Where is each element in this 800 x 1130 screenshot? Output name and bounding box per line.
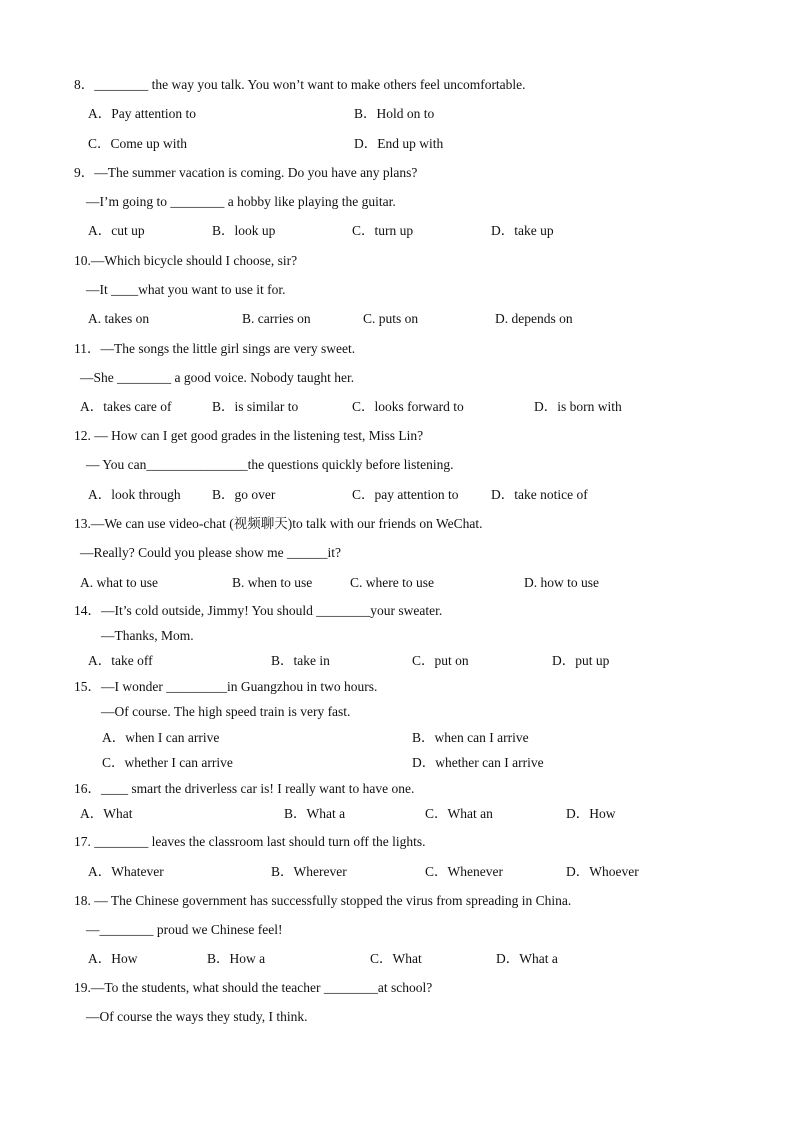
question-13-option-c: C. where to use <box>350 575 434 590</box>
question-15-option-a: A．when I can arrive <box>102 730 220 745</box>
question-8-stem: 8．________ the way you talk. You won’t want to make others feel uncomfortable. <box>74 77 526 92</box>
question-17-option-d: D．Whoever <box>566 864 639 879</box>
question-18-option-d: D．What a <box>496 951 558 966</box>
question-9-reply: —I’m going to ________ a hobby like playing the guitar. <box>86 194 396 209</box>
question-18-option-c: C．What <box>370 951 422 966</box>
question-8-option-d: D．End up with <box>354 136 444 151</box>
question-14-stem: 14．—It’s cold outside, Jimmy! You should ________your sweater. <box>74 603 443 618</box>
question-15-option-d: D．whether can I arrive <box>412 755 544 770</box>
question-18-reply: —________ proud we Chinese feel! <box>86 922 283 937</box>
question-17-option-a: A．Whatever <box>88 864 164 879</box>
question-10-option-d: D. depends on <box>495 311 573 326</box>
question-13-reply: —Really? Could you please show me ______it? <box>80 545 341 560</box>
question-9-stem: 9．—The summer vacation is coming. Do you have any plans? <box>74 165 418 180</box>
question-12-stem: 12. — How can I get good grades in the listening test, Miss Lin? <box>74 428 424 443</box>
question-14-option-c: C．put on <box>412 653 469 668</box>
question-11-stem: 11．—The songs the little girl sings are very sweet. <box>74 341 356 356</box>
question-17-option-c: C．Whenever <box>425 864 503 879</box>
question-8-option-a: A．Pay attention to <box>88 106 196 121</box>
question-11-option-b: B．is similar to <box>212 399 299 414</box>
question-11-option-d: D．is born with <box>534 399 622 414</box>
question-18-stem: 18. — The Chinese government has successfully stopped the virus from spreading in China. <box>74 893 572 908</box>
question-10-reply: —It ____what you want to use it for. <box>86 282 286 297</box>
question-15-option-b: B．when can I arrive <box>412 730 529 745</box>
question-13-stem: 13.—We can use video-chat (视频聊天)to talk with our friends on WeChat. <box>74 516 483 531</box>
question-15-reply: —Of course. The high speed train is very fast. <box>101 704 351 719</box>
question-9-option-c: C．turn up <box>352 223 414 238</box>
question-11-reply: —She ________ a good voice. Nobody taught her. <box>80 370 355 385</box>
question-9-option-d: D．take up <box>491 223 554 238</box>
question-19-stem: 19.—To the students, what should the teacher ________at school? <box>74 980 433 995</box>
question-10-stem: 10.—Which bicycle should I choose, sir? <box>74 253 298 268</box>
question-10-option-a: A. takes on <box>88 311 150 326</box>
question-11-option-c: C．looks forward to <box>352 399 464 414</box>
question-14-reply: —Thanks, Mom. <box>101 628 194 643</box>
question-11-option-a: A．takes care of <box>80 399 172 414</box>
question-9-option-b: B．look up <box>212 223 276 238</box>
question-16-option-a: A．What <box>80 806 133 821</box>
question-12-option-a: A．look through <box>88 487 181 502</box>
question-13-option-d: D. how to use <box>524 575 599 590</box>
question-9-option-a: A．cut up <box>88 223 145 238</box>
question-16-stem: 16．____ smart the driverless car is! I really want to have one. <box>74 781 415 796</box>
question-16-option-b: B．What a <box>284 806 346 821</box>
question-14-option-a: A．take off <box>88 653 153 668</box>
question-15-option-c: C．whether I can arrive <box>102 755 233 770</box>
question-18-option-a: A．How <box>88 951 138 966</box>
question-12-option-c: C．pay attention to <box>352 487 459 502</box>
question-17-stem: 17. ________ leaves the classroom last should turn off the lights. <box>74 834 426 849</box>
question-13-option-b: B. when to use <box>232 575 313 590</box>
question-18-option-b: B．How a <box>207 951 266 966</box>
question-16-option-c: C．What an <box>425 806 493 821</box>
question-14-option-d: D．put up <box>552 653 610 668</box>
question-15-stem: 15．—I wonder _________in Guangzhou in two hours. <box>74 679 378 694</box>
question-19-reply: —Of course the ways they study, I think. <box>86 1009 308 1024</box>
question-14-option-b: B．take in <box>271 653 330 668</box>
question-8-option-c: C．Come up with <box>88 136 188 151</box>
question-10-option-b: B. carries on <box>242 311 311 326</box>
question-17-option-b: B．Wherever <box>271 864 347 879</box>
question-12-reply: — You can_______________the questions quickly before listening. <box>86 457 454 472</box>
question-10-option-c: C. puts on <box>363 311 419 326</box>
question-12-option-b: B．go over <box>212 487 276 502</box>
question-8-option-b: B．Hold on to <box>354 106 435 121</box>
question-12-option-d: D．take notice of <box>491 487 588 502</box>
question-13-option-a: A. what to use <box>80 575 158 590</box>
question-16-option-d: D．How <box>566 806 616 821</box>
